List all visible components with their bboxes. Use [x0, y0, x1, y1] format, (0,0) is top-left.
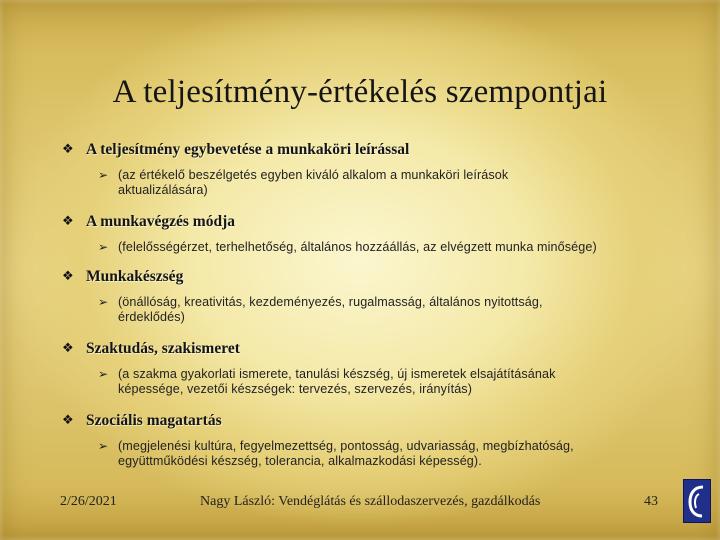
diamond-bullet-icon: ❖ — [62, 142, 74, 157]
sub-bullet — [98, 439, 658, 468]
sub-bullet — [98, 168, 658, 197]
bullet-item — [62, 268, 682, 324]
sub-bullet-line: képessége, vezetői készségek: tervezés, szervezés, irányítás) — [118, 381, 472, 396]
sub-bullet-text — [118, 439, 574, 468]
sub-bullet-line: aktualizálására) — [118, 182, 208, 197]
bullet-item — [62, 141, 682, 197]
bullet-heading: Szaktudás, szakismeret — [86, 340, 240, 357]
bullet-heading: A munkavégzés módja — [86, 213, 235, 230]
sub-bullet — [98, 295, 658, 324]
bullet-item — [62, 412, 682, 468]
sub-bullet-line: (a szakma gyakorlati ismerete, tanulási készség, új ismeretek elsajátításának — [118, 367, 556, 381]
arrow-bullet-icon: ➢ — [98, 240, 109, 254]
sub-bullet-line: (önállóság, kreativitás, kezdeményezés, rugalmasság, általános nyitottság, — [118, 295, 543, 309]
arrow-bullet-icon: ➢ — [98, 367, 109, 381]
sub-bullet-text — [118, 295, 543, 324]
diamond-bullet-icon: ❖ — [62, 214, 74, 229]
arrow-bullet-icon: ➢ — [98, 295, 109, 309]
sub-bullet-text — [118, 367, 555, 396]
arrow-bullet-icon: ➢ — [98, 168, 109, 182]
sub-bullet — [98, 367, 658, 396]
bullet-heading: A teljesítmény egybevetése a munkaköri leírással — [86, 141, 410, 158]
bullet-heading: Munkakészség — [86, 268, 184, 285]
sub-bullet-line: (felelősségérzet, terhelhetőség, általános hozzáállás, az elvégzett munka minősége) — [118, 240, 597, 254]
footer-author-course: Nagy László: Vendéglátás és szállodaszervezés, gazdálkodás — [200, 494, 541, 509]
bullet-item — [62, 213, 682, 255]
bullet-item — [62, 340, 682, 396]
sub-bullet-line: érdeklődés) — [118, 309, 185, 324]
sub-bullet-text — [118, 240, 597, 255]
arrow-bullet-icon: ➢ — [98, 439, 109, 453]
university-logo-icon — [683, 479, 711, 523]
slide-title: A teljesítmény-értékelés szempontjai — [112, 74, 608, 110]
sub-bullet-line: (az értékelő beszélgetés egyben kiváló alkalom a munkaköri leírások — [118, 168, 509, 182]
slide-number: 43 — [644, 494, 658, 509]
sub-bullet-line: együttműködési készség, tolerancia, alkalmazkodási képesség). — [118, 453, 482, 468]
diamond-bullet-icon: ❖ — [62, 341, 74, 356]
bullet-heading: Szociális magatartás — [86, 412, 222, 429]
diamond-bullet-icon: ❖ — [62, 269, 74, 284]
sub-bullet-text — [118, 168, 508, 197]
diamond-bullet-icon: ❖ — [62, 413, 74, 428]
sub-bullet — [98, 240, 698, 255]
sub-bullet-line: (megjelenési kultúra, fegyelmezettség, pontosság, udvariasság, megbízhatóság, — [118, 439, 574, 453]
footer-date: 2/26/2021 — [60, 494, 117, 509]
